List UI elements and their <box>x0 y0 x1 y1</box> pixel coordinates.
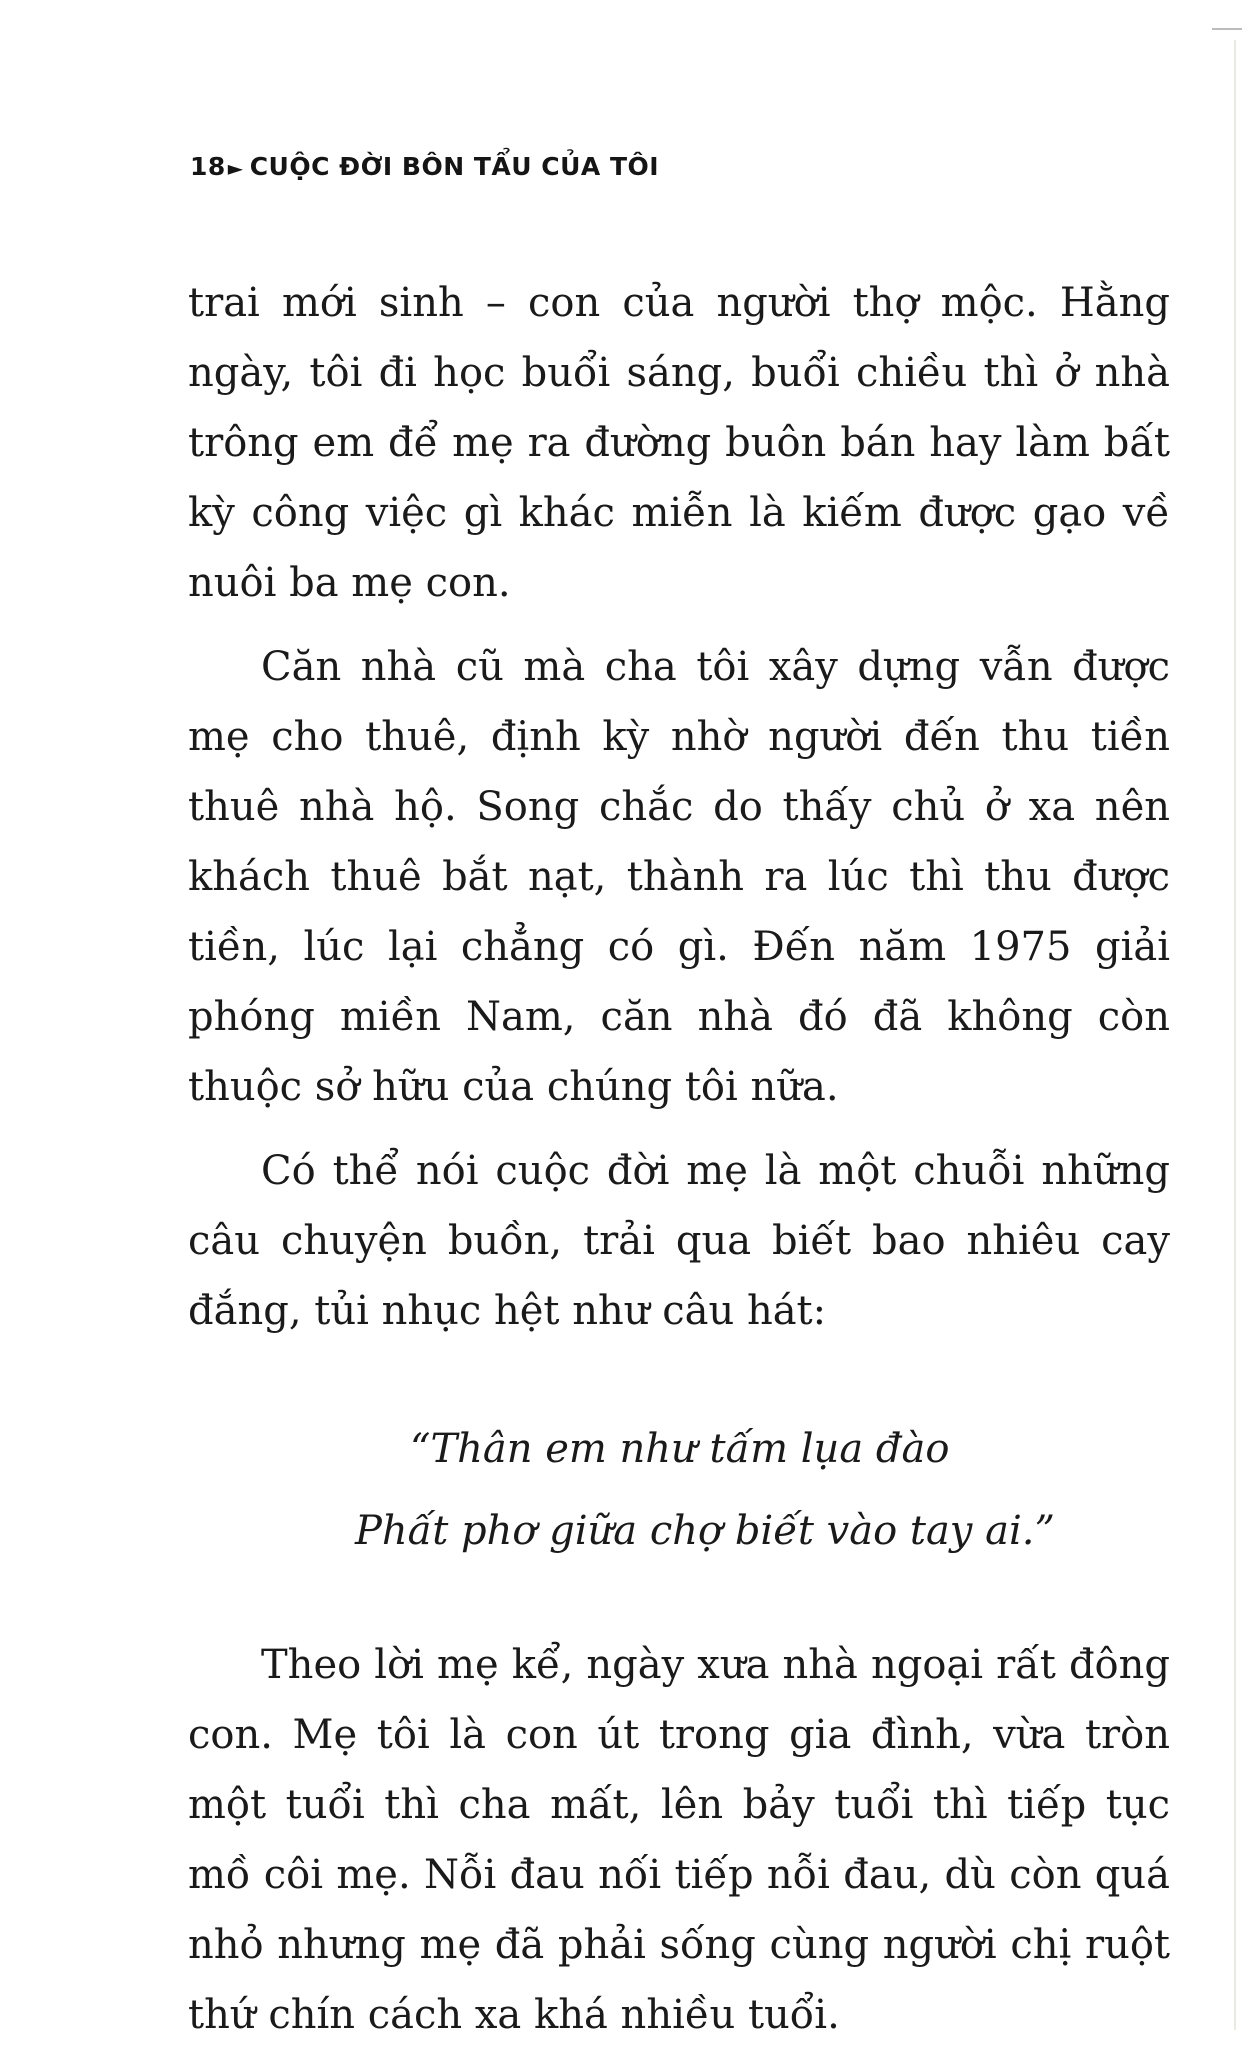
page-edge-tick <box>1212 28 1242 30</box>
paragraph-continued: trai mới sinh – con của người thợ mộc. Hằng ngày, tôi đi học buổi sáng, buổi chiều thì ở nhà trông em để mẹ ra đường buôn bán hay làm bất kỳ công việc gì khác miễn là kiếm được gạo về nuôi ba mẹ con. <box>188 280 1170 606</box>
verse-quote <box>188 1408 1170 1572</box>
paragraph: Căn nhà cũ mà cha tôi xây dựng vẫn được mẹ cho thuê, định kỳ nhờ người đến thu tiền thuê nhà hộ. Song chắc do thấy chủ ở xa nên khách thuê bắt nạt, thành ra lúc thì thu được tiền, lúc lại chẳng có gì. Đến năm 1975 giải phóng miền Nam, căn nhà đó đã không còn thuộc sở hữu của chúng tôi nữa. <box>188 644 1170 1110</box>
verse-line: “Thân em như tấm lụa đào <box>410 1426 950 1472</box>
page-number: 18 <box>190 152 226 181</box>
paragraph: Có thể nói cuộc đời mẹ là một chuỗi những câu chuyện buồn, trải qua biết bao nhiêu cay đắng, tủi nhục hệt như câu hát: <box>188 1148 1170 1334</box>
body-text <box>188 268 1170 2050</box>
page-edge-line <box>1234 40 1236 2030</box>
double-arrow-icon: ► <box>227 156 244 180</box>
running-head <box>190 152 659 181</box>
paragraph: Theo lời mẹ kể, ngày xưa nhà ngoại rất đông con. Mẹ tôi là con út trong gia đình, vừa tròn một tuổi thì cha mất, lên bảy tuổi thì tiếp tục mồ côi mẹ. Nỗi đau nối tiếp nỗi đau, dù còn quá nhỏ nhưng mẹ đã phải sống cùng người chị ruột thứ chín cách xa khá nhiều tuổi. <box>188 1642 1170 2038</box>
book-title: CUỘC ĐỜI BÔN TẨU CỦA TÔI <box>249 152 660 181</box>
verse-line: Phất phơ giữa chợ biết vào tay ai.” <box>355 1508 1055 1554</box>
